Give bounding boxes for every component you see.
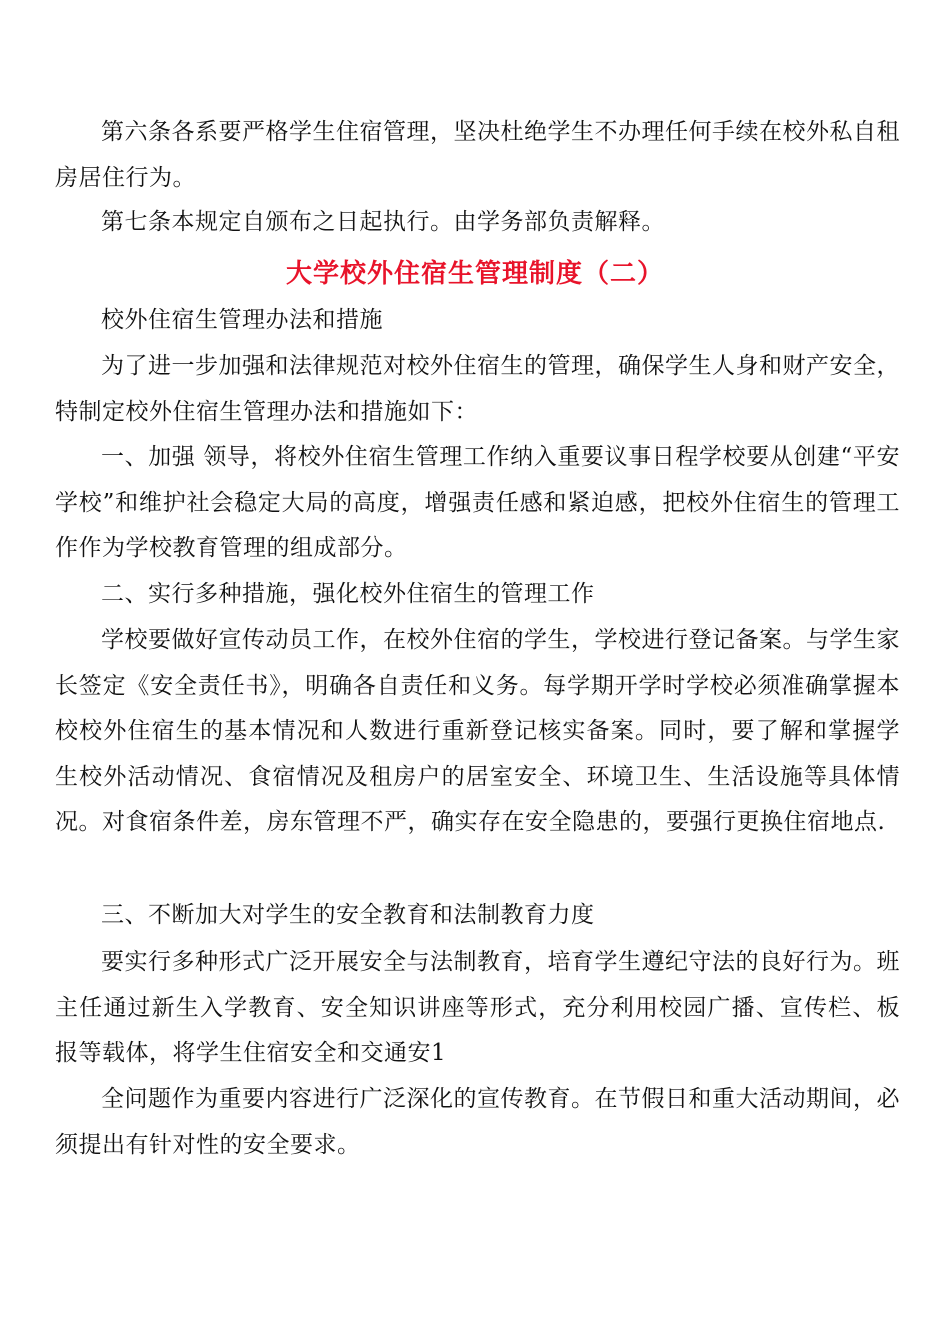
document-title: 大学校外住宿生管理制度（二） [285, 259, 664, 289]
article-six-paragraph: 第六条各系要严格学生住宿管理，坚决杜绝学生不办理任何手续在校外私自租房居住行为。 [55, 119, 900, 191]
article-seven-paragraph: 第七条本规定自颁布之日起执行。由学务部负责解释。 [101, 209, 665, 235]
section-three-heading: 三、不断加大对学生的安全教育和法制教育力度 [101, 902, 595, 928]
intro-paragraph: 为了进一步加强和法律规范对校外住宿生的管理，确保学生人身和财产安全，特制定校外住宿生管理办法和措施如下： [55, 353, 900, 425]
subtitle-paragraph: 校外住宿生管理办法和措施 [101, 307, 383, 333]
section-three-continuation: 全问题作为重要内容进行广泛深化的宣传教育。在节假日和重大活动期间，必须提出有针对性的安全要求。 [55, 1086, 900, 1158]
section-three-body: 要实行多种形式广泛开展安全与法制教育，培育学生遵纪守法的良好行为。班主任通过新生入学教育、安全知识讲座等形式，充分利用校园广播、宣传栏、板报等载体，将学生住宿安全和交通安1 [55, 949, 900, 1066]
section-two-body: 学校要做好宣传动员工作，在校外住宿的学生，学校进行登记备案。与学生家长签定《安全责任书》，明确各自责任和义务。每学期开学时学校必须准确掌握本校校外住宿生的基本情况和人数进行重新登记核实备案。同时，要了解和掌握学生校外活动情况、食宿情况及租房户的居室安全、环境卫生、生活设施等具体情况。对食宿条件差，房东管理不严，确实存在安全隐患的，要强行更换住宿地点. [55, 627, 900, 835]
section-two-heading: 二、实行多种措施，强化校外住宿生的管理工作 [101, 581, 595, 607]
section-one-paragraph: 一、加强 领导，将校外住宿生管理工作纳入重要议事日程学校要从创建“平安学校”和维护社会稳定大局的高度，增强责任感和紧迫感，把校外住宿生的管理工作作为学校教育管理的组成部分。 [55, 444, 900, 561]
